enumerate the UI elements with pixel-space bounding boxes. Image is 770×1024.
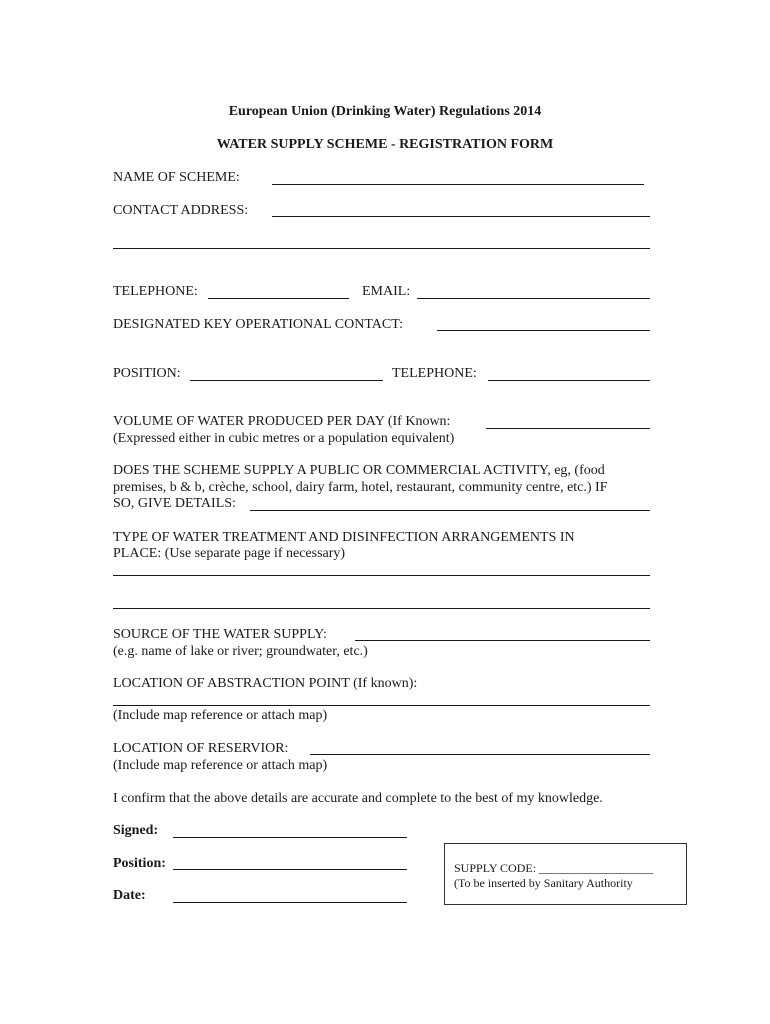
telephone-2-field[interactable] [488, 380, 650, 381]
contact-address-field-2[interactable] [113, 248, 650, 249]
volume-field[interactable] [486, 428, 650, 429]
telephone-label: TELEPHONE: [113, 284, 198, 299]
activity-question-line3: SO, GIVE DETAILS: [113, 496, 236, 511]
position-label: POSITION: [113, 366, 181, 381]
form-title: WATER SUPPLY SCHEME - REGISTRATION FORM [216, 137, 554, 152]
volume-label: VOLUME OF WATER PRODUCED PER DAY (If Known: [113, 414, 451, 429]
position-signature-field[interactable] [173, 869, 407, 870]
position-field[interactable] [190, 380, 383, 381]
telephone-2-label: TELEPHONE: [392, 366, 477, 381]
volume-note: (Expressed either in cubic metres or a population equivalent) [113, 431, 455, 446]
treatment-field-2[interactable] [113, 608, 650, 609]
source-label: SOURCE OF THE WATER SUPPLY: [113, 627, 327, 642]
name-of-scheme-field[interactable] [272, 184, 644, 185]
confirmation-text: I confirm that the above details are accurate and complete to the best of my knowledge. [113, 791, 603, 806]
contact-address-field[interactable] [272, 216, 650, 217]
activity-question-line1: DOES THE SCHEME SUPPLY A PUBLIC OR COMMERCIAL ACTIVITY, eg, (food [113, 463, 605, 478]
treatment-question-line1: TYPE OF WATER TREATMENT AND DISINFECTION ARRANGEMENTS IN [113, 530, 575, 545]
source-note: (e.g. name of lake or river; groundwater, etc.) [113, 644, 368, 659]
reservoir-label: LOCATION OF RESERVIOR: [113, 741, 289, 756]
contact-address-label: CONTACT ADDRESS: [113, 203, 249, 218]
signed-label: Signed: [113, 823, 159, 838]
abstraction-label: LOCATION OF ABSTRACTION POINT (If known): [113, 676, 418, 691]
abstraction-note: (Include map reference or attach map) [113, 708, 328, 723]
key-contact-label: DESIGNATED KEY OPERATIONAL CONTACT: [113, 317, 403, 332]
activity-details-field[interactable] [250, 510, 650, 511]
regulation-title: European Union (Drinking Water) Regulations 2014 [228, 104, 542, 119]
supply-code-box [444, 843, 687, 905]
supply-code-label: SUPPLY CODE: ___________________ [454, 861, 654, 875]
treatment-question-line2: PLACE: (Use separate page if necessary) [113, 546, 346, 561]
date-label: Date: [113, 888, 146, 903]
abstraction-field[interactable] [113, 705, 650, 706]
source-field[interactable] [355, 640, 650, 641]
email-field[interactable] [417, 298, 650, 299]
date-field[interactable] [173, 902, 407, 903]
supply-code-note: (To be inserted by Sanitary Authority [454, 876, 633, 890]
email-label: EMAIL: [362, 284, 411, 299]
treatment-field-1[interactable] [113, 575, 650, 576]
reservoir-field[interactable] [310, 754, 650, 755]
signed-field[interactable] [173, 837, 407, 838]
name-of-scheme-label: NAME OF SCHEME: [113, 170, 240, 185]
activity-question-line2: premises, b & b, crèche, school, dairy farm, hotel, restaurant, community centre, etc.) IF [113, 480, 608, 495]
position-signature-label: Position: [113, 856, 166, 871]
reservoir-note: (Include map reference or attach map) [113, 758, 328, 773]
telephone-field[interactable] [208, 298, 349, 299]
key-contact-field[interactable] [437, 330, 650, 331]
